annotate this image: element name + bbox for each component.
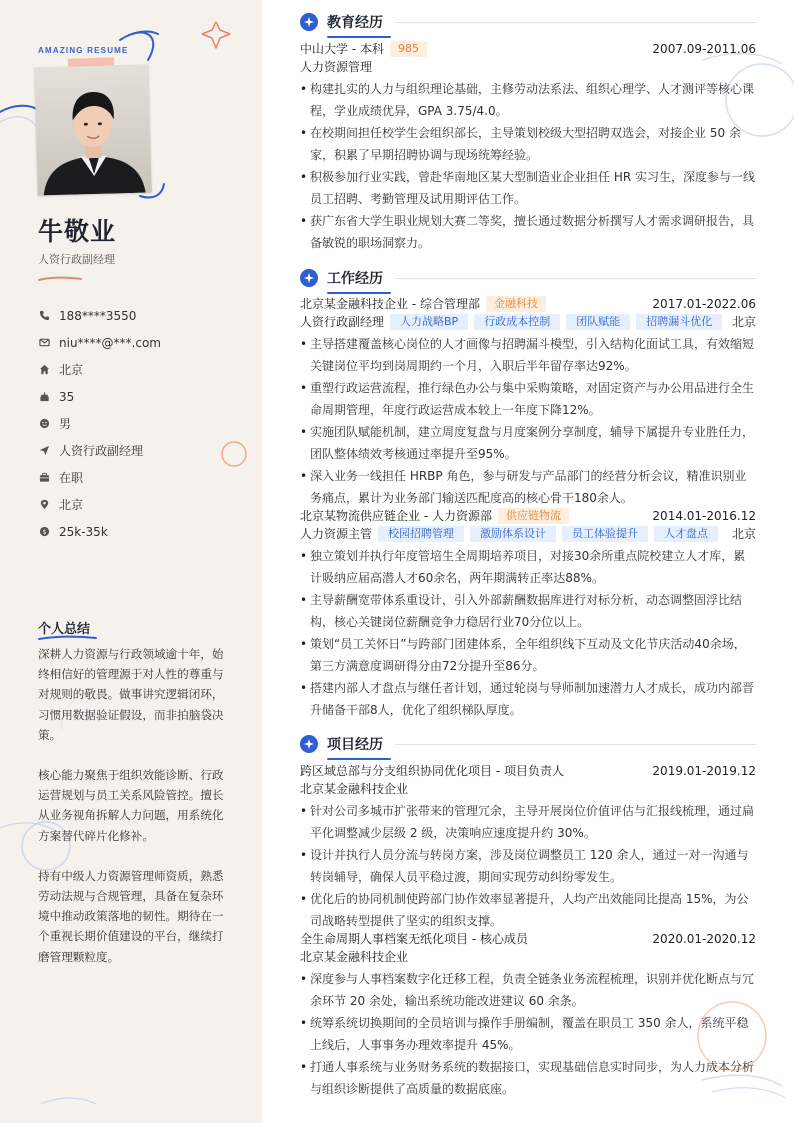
position-title: 人资行政副经理 xyxy=(300,315,385,329)
project-date: 2019.01-2019.12 xyxy=(652,764,756,778)
contact-list xyxy=(38,302,161,545)
sparkle-icon xyxy=(300,735,318,753)
section-title-underline xyxy=(327,292,391,294)
project-bullets xyxy=(300,968,756,1100)
cake-icon xyxy=(38,391,50,403)
list-item: • 积极参加行业实践，曾赴华南地区某大型制造业企业担任 HR 实习生，深度参与一线员工招聘、考勤管理及试用期评估工作。 xyxy=(300,166,756,210)
summary-title-underline xyxy=(38,635,98,641)
contact-age xyxy=(38,383,161,410)
summary-paragraph: 深耕人力资源与行政领域逾十年，始终相信好的管理源于对人性的尊重与对规则的敬畏。做事讲究逻辑闭环，习惯用数据验证假设，而非拍脑袋决策。 xyxy=(38,647,224,742)
education-entry xyxy=(300,40,756,254)
section-education-header xyxy=(300,12,756,32)
skill-tag: 员工体验提升 xyxy=(562,526,648,542)
list-item: • 深度参与人事档案数字化迁移工程，负责全链条业务流程梳理，识别并优化断点与冗余环节 20 余处，输出系统功能改进建议 60 余条。 xyxy=(300,968,756,1012)
section-divider xyxy=(395,22,756,23)
skill-tag: 行政成本控制 xyxy=(474,314,560,330)
company-name: 北京某物流供应链企业 - 人力资源部 xyxy=(300,509,492,523)
list-item: • 优化后的协同机制使跨部门协作效率显著提升，人均产出效能同比提高 15%，为公司战略转型提供了坚实的组织支撑。 xyxy=(300,888,756,932)
project-org-row xyxy=(300,948,756,966)
project-org: 北京某金融科技企业 xyxy=(300,950,409,964)
candidate-role: 人资行政副经理 xyxy=(38,253,115,266)
contact-phone-value: 188****3550 xyxy=(59,308,137,323)
education-bullets xyxy=(300,78,756,254)
skill-tag: 校园招聘管理 xyxy=(378,526,464,542)
list-item: • 打通人事系统与业务财务系统的数据接口，实现基础信息实时同步，为人力成本分析与组织诊断提供了高质量的数据底座。 xyxy=(300,1056,756,1100)
sparkle-icon xyxy=(300,269,318,287)
work-bullets xyxy=(300,333,756,509)
contact-target-role xyxy=(38,437,161,464)
contact-gender-value: 男 xyxy=(59,417,72,431)
list-item: • 设计并执行人员分流与转岗方案，涉及岗位调整员工 120 余人，通过一对一沟通与转岗辅导，确保人员平稳过渡，期间实现劳动纠纷零发生。 xyxy=(300,844,756,888)
education-major: 人力资源管理 xyxy=(300,60,373,74)
send-icon xyxy=(38,445,50,457)
contact-status xyxy=(38,464,161,491)
project-name-row xyxy=(300,762,756,780)
list-item: • 搭建内部人才盘点与继任者计划，通过轮岗与导师制加速潜力人才成长，成功内部晋升储备干部8人，优化了组织梯队厚度。 xyxy=(300,677,756,721)
contact-location-value: 北京 xyxy=(59,498,84,512)
list-item: • 在校期间担任校学生会组织部长，主导策划校级大型招聘双选会，对接企业 50 余家，积累了早期招聘协调与现场统筹经验。 xyxy=(300,122,756,166)
briefcase-icon xyxy=(38,472,50,484)
section-work-header xyxy=(300,268,756,288)
work-company-row xyxy=(300,507,756,525)
list-item: • 实施团队赋能机制，建立周度复盘与月度案例分享制度，辅导下属提升专业胜任力，团队整体绩效考核通过率提升至95%。 xyxy=(300,421,756,465)
contact-salary xyxy=(38,518,161,545)
name-underline xyxy=(38,276,82,282)
skill-tag: 招聘漏斗优化 xyxy=(636,314,722,330)
contact-email[interactable] xyxy=(38,329,161,356)
salary-icon xyxy=(38,526,50,538)
industry-tag: 供应链物流 xyxy=(498,508,569,524)
list-item: • 获广东省大学生职业规划大赛二等奖，擅长通过数据分析撰写人才需求调研报告，具备敏锐的职场洞察力。 xyxy=(300,210,756,254)
section-divider xyxy=(395,744,756,745)
skill-tag: 人力战略BP xyxy=(390,314,468,330)
list-item: • 构建扎实的人力与组织理论基础，主修劳动法系法、组织心理学、人才测评等核心课程，学业成绩优异，GPA 3.75/4.0。 xyxy=(300,78,756,122)
contact-age-value: 35 xyxy=(59,389,75,404)
project-bullets xyxy=(300,800,756,932)
list-item: • 针对公司多城市扩张带来的管理冗余，主导开展岗位价值评估与汇报线梳理，通过扁平化调整减少层级 2 级，决策响应速度提升约 30%。 xyxy=(300,800,756,844)
project-org-row xyxy=(300,780,756,798)
resume-tagline: AMAZING RESUME xyxy=(38,46,129,55)
list-item: • 主导搭建覆盖核心岗位的人才画像与招聘漏斗模型，引入结构化面试工具，有效缩短关键岗位平均到岗周期约一个月，入职后半年留存率达92%。 xyxy=(300,333,756,377)
section-title-text: 教育经历 xyxy=(327,15,383,31)
sidebar xyxy=(0,0,262,1123)
work-date: 2014.01-2016.12 xyxy=(652,509,756,523)
project-name: 全生命周期人事档案无纸化项目 - 核心成员 xyxy=(300,932,528,946)
section-title-underline xyxy=(327,36,391,38)
sparkle-icon xyxy=(300,13,318,31)
section-title xyxy=(327,734,383,754)
home-icon xyxy=(38,364,50,376)
contact-email-value: niu****@***.com xyxy=(59,335,161,350)
project-name-row xyxy=(300,930,756,948)
list-item: • 策划“员工关怀日”与跨部门团建体系，全年组织线下互动及文化节庆活动40余场，第三方满意度调研得分由72分提升至86分。 xyxy=(300,633,756,677)
gender-icon xyxy=(38,418,50,430)
list-item: • 深入业务一线担任 HRBP 角色，参与研发与产品部门的经营分析会议，精准识别业务痛点，累计为业务部门输送匹配度高的核心骨干180余人。 xyxy=(300,465,756,509)
work-date: 2017.01-2022.06 xyxy=(652,297,756,311)
industry-tag: 金融科技 xyxy=(486,296,546,312)
section-divider xyxy=(395,278,756,279)
skill-tag: 激励体系设计 xyxy=(470,526,556,542)
company-name: 北京某金融科技企业 - 综合管理部 xyxy=(300,297,480,311)
position-title: 人力资源主管 xyxy=(300,527,373,541)
phone-icon xyxy=(38,310,50,322)
work-position-row xyxy=(300,313,756,331)
summary-paragraph: 持有中级人力资源管理师资质，熟悉劳动法规与合规管理，具备在复杂环境中推动政策落地的韧性。期待在一个重视长期价值建设的平台，继续打磨管理颗粒度。 xyxy=(38,868,224,964)
contact-location xyxy=(38,491,161,518)
contact-gender xyxy=(38,410,161,437)
project-entry xyxy=(300,762,756,932)
education-row xyxy=(300,40,756,58)
contact-phone[interactable] xyxy=(38,302,161,329)
work-entry xyxy=(300,295,756,509)
work-company-row xyxy=(300,295,756,313)
project-name: 跨区域总部与分支组织协同优化项目 - 项目负责人 xyxy=(300,764,564,778)
svg-text:$: $ xyxy=(41,527,47,536)
location-icon xyxy=(38,499,50,511)
contact-status-value: 在职 xyxy=(59,471,84,485)
portrait-image xyxy=(34,65,151,196)
work-bullets xyxy=(300,545,756,721)
work-position-row xyxy=(300,525,756,543)
candidate-name: 牛敬业 xyxy=(38,217,117,246)
work-city: 北京 xyxy=(731,315,756,329)
section-title xyxy=(327,12,383,32)
summary-title: 个人总结 xyxy=(38,622,91,637)
list-item: • 统筹系统切换期间的全员培训与操作手册编制，覆盖在职员工 350 余人，系统平稳上线后，人事事务办理效率提升 45%。 xyxy=(300,1012,756,1056)
list-item: • 重塑行政运营流程，推行绿色办公与集中采购策略，对固定资产与办公用品进行全生命周期管理，年度行政运营成本较上一年度下降12%。 xyxy=(300,377,756,421)
email-icon xyxy=(38,337,50,349)
section-title-text: 工作经历 xyxy=(327,271,383,287)
skill-tag: 人才盘点 xyxy=(654,526,718,542)
contact-home xyxy=(38,356,161,383)
avatar xyxy=(34,65,151,196)
project-org: 北京某金融科技企业 xyxy=(300,782,409,796)
skill-tag: 团队赋能 xyxy=(566,314,630,330)
list-item: • 独立策划并执行年度管培生全周期培养项目，对接30余所重点院校建立人才库，累计吸纳应届高潜人才60余名，两年期满转正率达88%。 xyxy=(300,545,756,589)
contact-salary-value: 25k-35k xyxy=(59,524,108,539)
project-date: 2020.01-2020.12 xyxy=(652,932,756,946)
section-projects-header xyxy=(300,734,756,754)
contact-home-value: 北京 xyxy=(59,363,84,377)
contact-target-role-value: 人资行政副经理 xyxy=(59,444,144,458)
school-name: 中山大学 - 本科 xyxy=(300,42,384,56)
section-title-underline xyxy=(327,758,391,760)
education-date: 2007.09-2011.06 xyxy=(652,42,756,56)
list-item: • 主导薪酬宽带体系重设计，引入外部薪酬数据库进行对标分析，动态调整固浮比结构，核心关键岗位薪酬竞争力稳居行业70分位以上。 xyxy=(300,589,756,633)
work-entry xyxy=(300,507,756,721)
summary-text xyxy=(38,644,224,987)
work-city: 北京 xyxy=(731,527,756,541)
section-title xyxy=(327,268,383,288)
section-title-text: 项目经历 xyxy=(327,737,383,753)
school-badge: 985 xyxy=(390,41,427,57)
education-major-row xyxy=(300,58,756,76)
summary-paragraph: 核心能力聚焦于组织效能诊断、行政运营规划与员工关系风险管控。擅长从业务视角拆解人力问题，用系统化方案替代碎片化修补。 xyxy=(38,768,224,843)
project-entry xyxy=(300,930,756,1100)
